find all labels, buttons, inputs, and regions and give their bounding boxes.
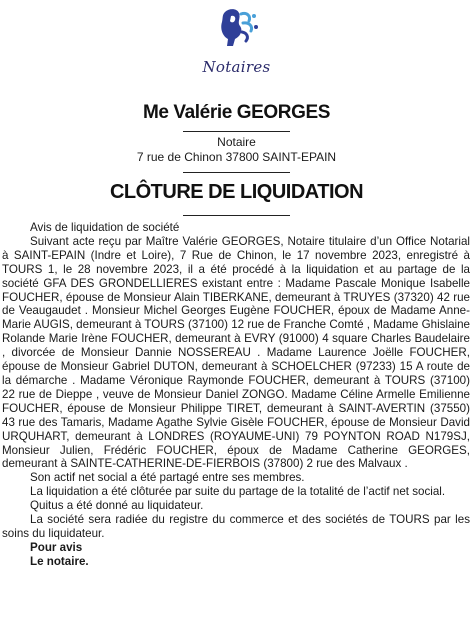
divider xyxy=(183,131,290,132)
logo-text: Notaires xyxy=(202,58,271,76)
notice-paragraph: Son actif net social a été partagé entre ses membres. xyxy=(30,471,305,485)
notice-paragraph: La liquidation a été clôturée par suite du partage de la totalité de l’actif net social. xyxy=(30,485,446,499)
signature-notaire: Le notaire. xyxy=(30,554,89,568)
divider xyxy=(183,172,290,173)
notice-title: CLÔTURE DE LIQUIDATION xyxy=(109,181,364,203)
notaires-marianne-icon xyxy=(207,6,267,52)
notaires-logo xyxy=(0,6,473,76)
notice-paragraph: La société sera radiée du registre du commerce et des sociétés de TOURS par les soins du liquidateur. xyxy=(2,513,470,540)
notary-name: Me Valérie GEORGES xyxy=(142,102,331,123)
notice-body xyxy=(2,221,470,569)
notice-paragraph: Quitus a été donné au liquidateur. xyxy=(30,499,204,513)
notice-paragraph: Suivant acte reçu par Maître Valérie GEORGES, Notaire titulaire d’un Office Notarial à SAINT-EPAIN (Indre et Loire), 7 Rue de Chinon, le 17 novembre 2023, enregistré à TOURS 1, le 28 novembre 2023, il a été procédé à la liquidation et au partage de la société GFA DES GRONDELLIERES existant entre : Madame Pascale Monique Isabelle FOUCHER, épouse de Monsieur Alain TIBERKANE, demeurant à TRUYES (37320) 42 rue de Veaugaudet . Monsieur Michel Georges Eugène FOUCHER, époux de Madame Anne-Marie AUGIS, demeurant à TOURS (37100) 12 rue de Franche Comté , Madame Ghislaine Rolande Marie Irène FOUCHER, demeurant à EVRY (91000) 4 square Charles Baudelaire , divorcée de Monsieur Dannie NOSSEREAU . Madame Laurence Joëlle FOUCHER, épouse de Monsieur Gabriel DUTON, demeurant à SCHOELCHER (97233) 15 A route de la démarche . Madame Véronique Raymonde FOUCHER, demeurant à TOURS (37100) 22 rue de Dieppe , veuve de Monsieur Daniel ZONGO. Madame Céline Armelle Emilienne FOUCHER, épouse de Monsieur Philippe TIRET, demeurant à SAINT-AVERTIN (37550) 43 rue des Tamaris, Madame Agathe Sylvie Gisèle FOUCHER, épouse de Monsieur David URQUHART, demeurant à LONDRES (ROYAUME-UNI) 79 POYNTON ROAD N179SJ, Monsieur Julien, Frédéric FOUCHER, époux de Madame Catherine GEORGES, demeurant à SAINTE-CATHERINE-DE-FIERBOIS (37800) 2 rue des Malvaux . xyxy=(2,234,470,471)
notary-role: Notaire xyxy=(217,135,256,149)
notary-address: 7 rue de Chinon 37800 SAINT-EPAIN xyxy=(136,150,337,164)
signature-pour-avis: Pour avis xyxy=(30,540,83,554)
notice-paragraph: Avis de liquidation de société xyxy=(30,221,180,234)
divider xyxy=(183,215,290,216)
